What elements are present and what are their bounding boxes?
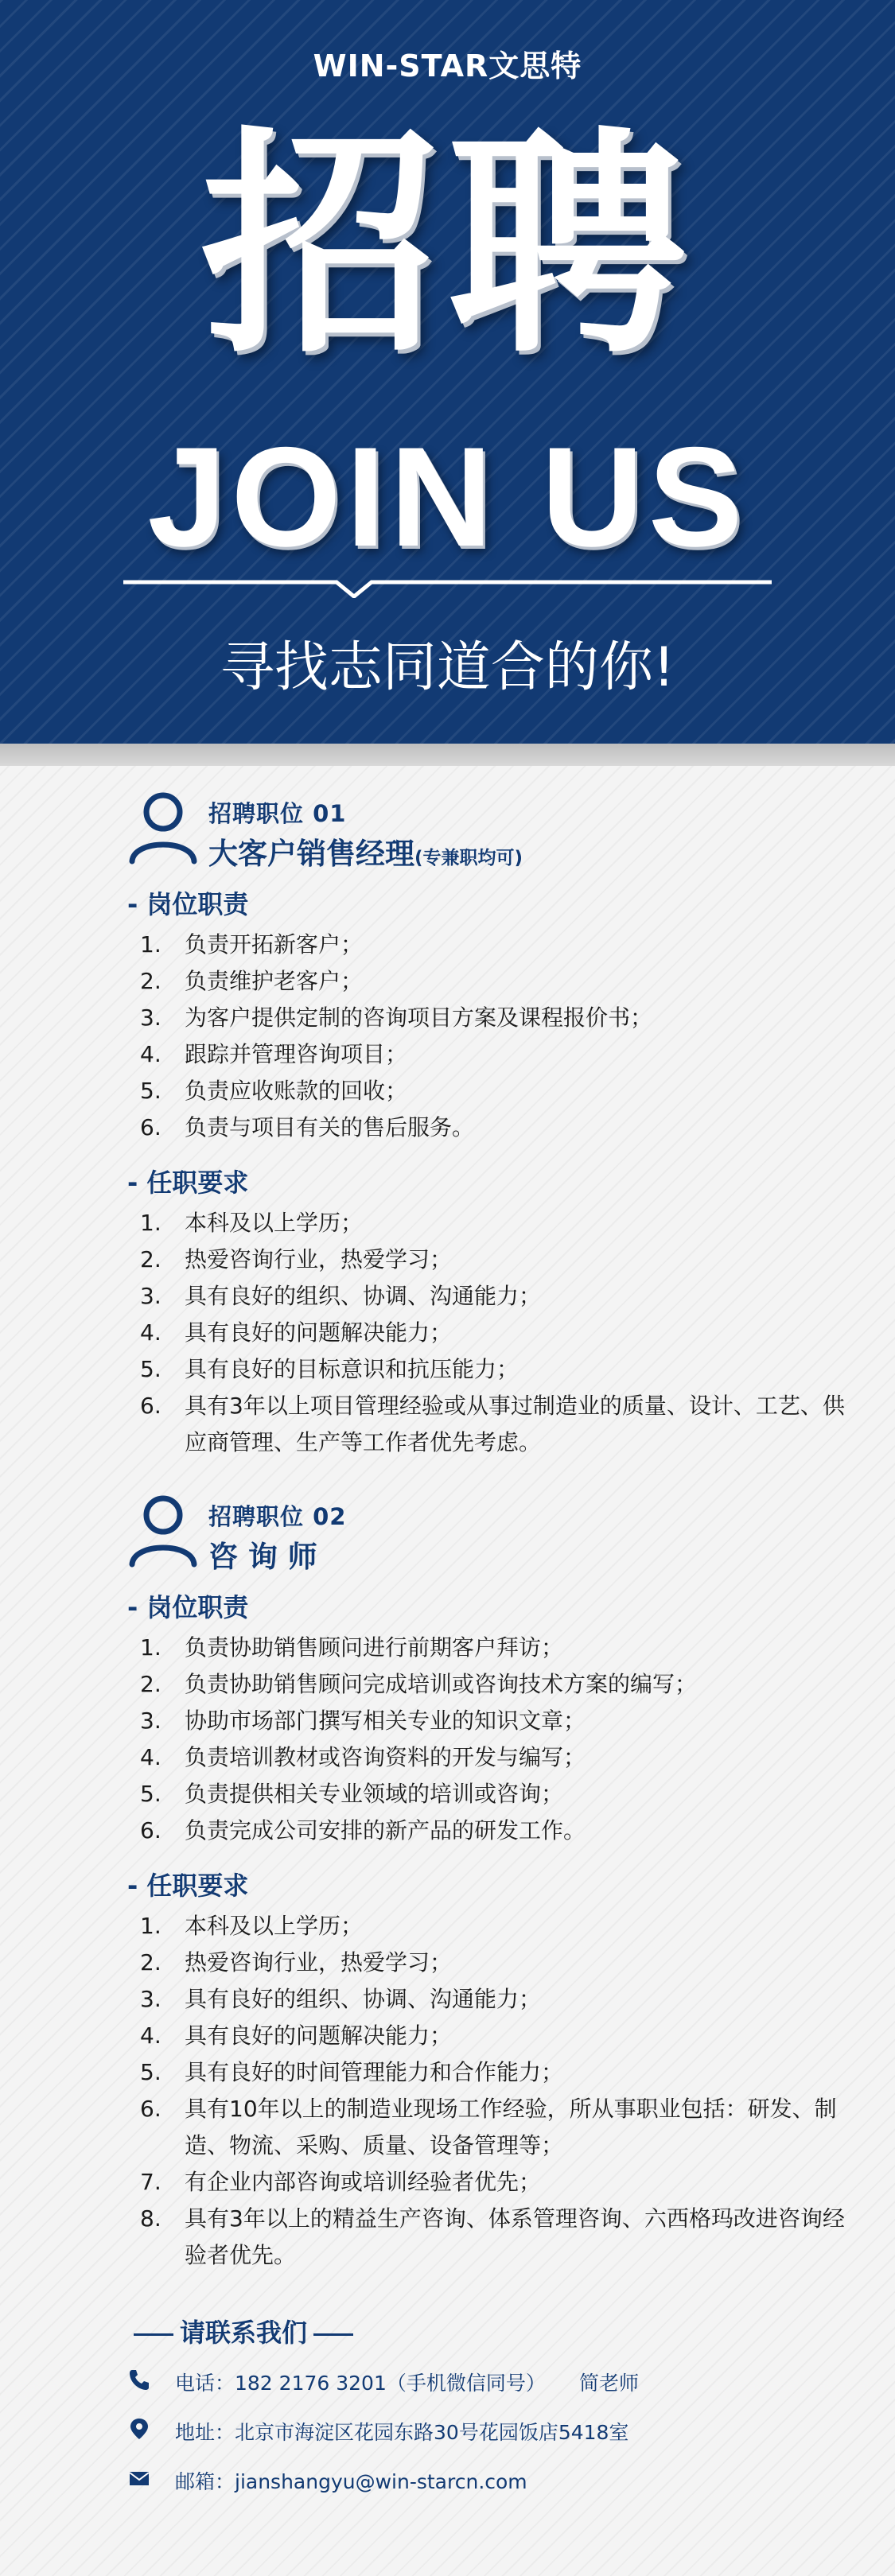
recruit-title: 招聘 (200, 107, 695, 385)
list-item: 4. 跟踪并管理咨询项目； (140, 1041, 408, 1067)
contact-address-row (0, 2407, 895, 2457)
requirements-title: - 任职要求 (127, 1168, 249, 1198)
duties-title: - 岗位职责 (127, 889, 249, 919)
duties-title: - 岗位职责 (127, 1592, 249, 1622)
list-item: 8. 具有3年以上的精益生产咨询、体系管理咨询、六西格玛改进咨询经验者优先。 (140, 2205, 845, 2268)
location-icon (129, 2418, 150, 2440)
list-item: 4. 负责培训教材或咨询资料的开发与编写； (140, 1744, 586, 1770)
list-item: 2. 负责维护老客户； (140, 968, 364, 994)
list-item: 1. 负责开拓新客户； (140, 931, 364, 958)
list-item: 3. 为客户提供定制的咨询项目方案及课程报价书； (140, 1004, 653, 1031)
list-item: 2. 热爱咨询行业，热爱学习； (140, 1949, 453, 1976)
list-item: 6. 具有3年以上项目管理经验或从事过制造业的质量、设计、工艺、供应商管理、生产等工作者优先考虑。 (140, 1393, 845, 1455)
position-title (208, 830, 523, 872)
position-2 (0, 1493, 895, 2274)
contact-phone-row (0, 2358, 895, 2407)
slogan: 寻找志同道合的你! (220, 636, 675, 699)
list-item: 4. 具有良好的问题解决能力； (140, 2022, 453, 2049)
position-header (0, 790, 895, 885)
position-1 (0, 790, 895, 1461)
list-item: 6. 负责与项目有关的售后服务。 (140, 1114, 475, 1140)
list-item: 5. 负责提供相关专业领域的培训或咨询； (140, 1781, 564, 1807)
requirements-title: - 任职要求 (127, 1871, 249, 1901)
contact-email-row (0, 2457, 895, 2506)
position-title-text: 大客户销售经理 (208, 837, 414, 871)
contact-email[interactable]: 邮箱：jianshangyu@win-starcn.com (175, 2470, 527, 2493)
list-item: 1. 本科及以上学历； (140, 1210, 364, 1236)
list-item: 6. 具有10年以上的制造业现场工作经验，所从事职业包括：研发、制造、物流、采购、质量、设备管理等； (140, 2096, 837, 2158)
position-number: 招聘职位 01 (208, 800, 347, 827)
list-item: 5. 具有良好的时间管理能力和合作能力； (140, 2059, 564, 2085)
position-title (208, 1533, 317, 1576)
requirements-list (0, 1908, 895, 2274)
header-divider (0, 744, 895, 766)
list-item: 3. 具有良好的组织、协调、沟通能力； (140, 1986, 542, 2012)
list-item: 5. 具有良好的目标意识和抗压能力； (140, 1356, 519, 1382)
list-item: 1. 负责协助销售顾问进行前期客户拜访； (140, 1634, 564, 1661)
contact-title: 请联系我们 (127, 2314, 895, 2352)
brand-logo: WIN-STAR文思特 (313, 49, 582, 84)
position-title-text: 咨 询 师 (208, 1540, 317, 1574)
main-content (0, 766, 895, 2506)
header-banner (0, 0, 895, 744)
list-item: 4. 具有良好的问题解决能力； (140, 1319, 453, 1346)
list-item: 1. 本科及以上学历； (140, 1913, 364, 1939)
contact-phone[interactable]: 电话：182 2176 3201（手机微信同号） (175, 2372, 546, 2395)
list-item: 2. 热爱咨询行业，热爱学习； (140, 1246, 453, 1272)
list-item: 6. 负责完成公司安排的新产品的研发工作。 (140, 1817, 586, 1844)
requirements-list (0, 1205, 895, 1461)
phone-icon (129, 2368, 150, 2391)
position-number: 招聘职位 02 (208, 1503, 347, 1530)
duties-list (0, 927, 895, 1146)
speech-bubble-line (123, 566, 772, 598)
position-note: (专兼职均可) (414, 848, 523, 868)
contact-address: 地址：北京市海淀区花园东路30号花园饭店5418室 (175, 2421, 629, 2444)
duties-list (0, 1630, 895, 1849)
list-item: 3. 协助市场部门撰写相关专业的知识文章； (140, 1708, 586, 1734)
contact-section (0, 2314, 895, 2506)
person-icon (127, 1493, 199, 1572)
list-item: 3. 具有良好的组织、协调、沟通能力； (140, 1283, 542, 1309)
contact-person: 简老师 (579, 2372, 640, 2395)
person-icon (127, 790, 199, 869)
mail-icon (129, 2467, 150, 2489)
list-item: 7. 有企业内部咨询或培训经验者优先； (140, 2169, 542, 2195)
position-header (0, 1493, 895, 1588)
list-item: 2. 负责协助销售顾问完成培训或咨询技术方案的编写； (140, 1671, 698, 1697)
join-us-title: JOIN US (147, 418, 748, 576)
list-item: 5. 负责应收账款的回收； (140, 1078, 408, 1104)
